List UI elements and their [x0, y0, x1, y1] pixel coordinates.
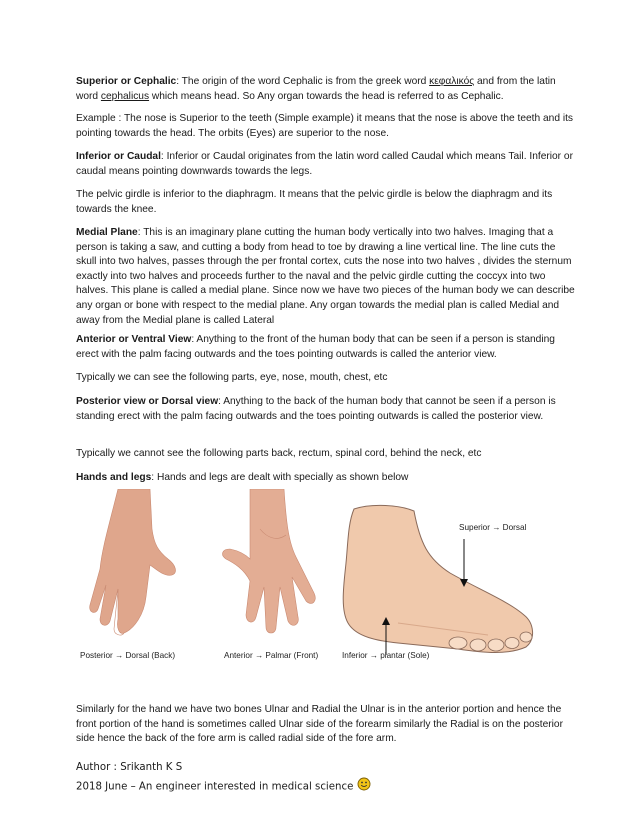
toe-1	[449, 637, 467, 649]
toe-2	[470, 639, 486, 651]
paragraph-posterior-example: Typically we cannot see the following parts back, rectum, spinal cord, behind the neck, etc	[76, 448, 482, 459]
paragraph-inferior: Inferior or Caudal: Inferior or Caudal originates from the latin word called Caudal which means Tail. Inferior or caudal means pointing downwards towards the legs.	[76, 151, 573, 177]
term-medial-plane: Medial Plane	[76, 227, 138, 238]
term-superior: Superior or Cephalic	[76, 76, 177, 87]
paragraph-inferior-example: The pelvic girdle is inferior to the diaphragm. It means that the pelvic girdle is below the diaphragm and its towards the knee.	[76, 189, 553, 215]
hands-illustration	[88, 489, 326, 641]
toe-5	[520, 632, 532, 642]
toe-3	[488, 639, 504, 651]
caption-superior-dorsal: Superior → Dorsal	[459, 523, 527, 532]
latin-word: cephalicus	[100, 90, 150, 102]
paragraph-anterior-example: Typically we can see the following parts, eye, nose, mouth, chest, etc	[76, 372, 388, 383]
paragraph-superior: Superior or Cephalic: The origin of the word Cephalic is from the greek word κεφαλικός and from the latin word cephalicus which means head. So Any organ towards the head is referred to as Cephalic.	[76, 76, 556, 102]
paragraph-anterior: Anterior or Ventral View: Anything to the front of the human body that can be seen if a person is standing erect with the palm facing outwards and the toes pointing outwards is called the anterior view.	[76, 334, 555, 360]
hands-photo	[88, 489, 326, 641]
toe-4	[505, 638, 519, 649]
paragraph-hands-legs: Hands and legs: Hands and legs are dealt with specially as shown below	[76, 472, 409, 483]
superior-arrow	[460, 539, 468, 587]
caption-posterior-dorsal: Posterior → Dorsal (Back)	[80, 651, 176, 660]
paragraph-medial-plane: Medial Plane: This is an imaginary plane cutting the human body vertically into two halves. Imaging that a person is taking a saw, and cutting a body from head to toe by drawing a line vertical line. The line cuts the skull into two halves, passes through the per frontal cortex, cuts the nose into two halves , divides the sternum exactly into two halves and proceeds further to the naval and the pelvic girdle cutting the coccyx into two halves. This plane is called a medial plane. Since now we have two pieces of the human body we can describe any organ or bone with respect to the medial plane. Any organ towards the medial plan is called Medial and away from the Medial plane is called Lateral	[76, 227, 575, 326]
paragraph-ulnar-radial: Similarly for the hand we have two bones Ulnar and Radial the Ulnar is in the anterior portion and hence the front portion of the hand is sometimes called Ulnar side of the forearm similarly the Radial is on the posterior side hence the back of the fore arm is called radial side of the fore arm.	[76, 704, 563, 745]
smiley-face-icon	[357, 777, 371, 796]
term-inferior: Inferior or Caudal	[76, 151, 161, 162]
paragraph-posterior: Posterior view or Dorsal view: Anything to the back of the human body that cannot be seen if a person is standing erect with the palm facing outwards and the toes pointing outwards is called the posterior view.	[76, 396, 556, 422]
greek-word-link: κεφαλικός	[429, 76, 475, 87]
term-anterior: Anterior or Ventral View	[76, 334, 192, 345]
term-posterior: Posterior view or Dorsal view	[76, 396, 219, 407]
caption-anterior-palmar: Anterior → Palmar (Front)	[224, 651, 319, 660]
author-line: Author : Srikanth K S	[76, 762, 183, 773]
date-line: 2018 June – An engineer interested in medical science	[76, 777, 371, 796]
term-hands-legs: Hands and legs	[76, 472, 152, 483]
caption-inferior-plantar: Inferior → plantar (Sole)	[342, 651, 430, 660]
paragraph-superior-example: Example : The nose is Superior to the teeth (Simple example) it means that the nose is above the teeth and its pointing towards the head. The orbits (Eyes) are superior to the nose.	[76, 113, 574, 139]
